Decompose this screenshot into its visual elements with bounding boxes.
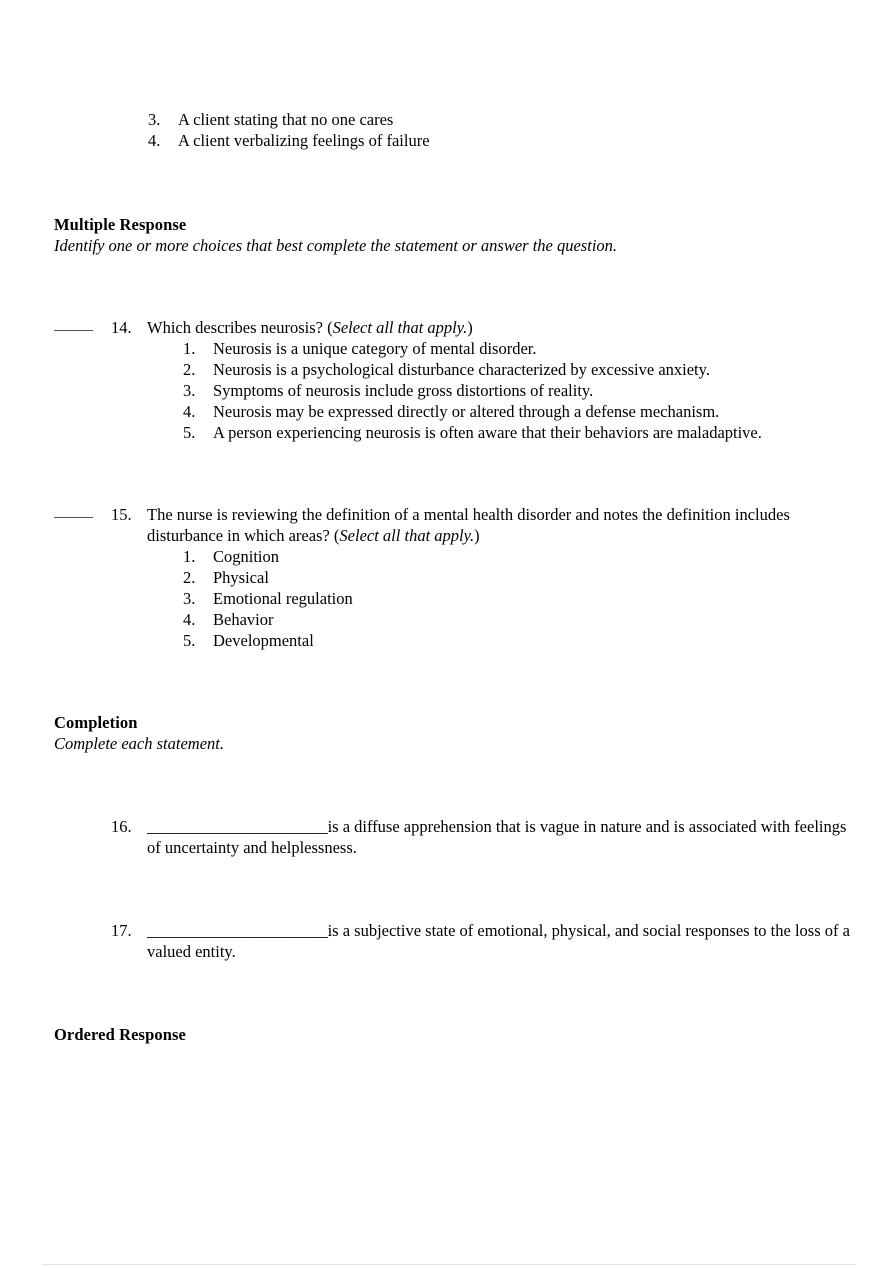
answer-blank-15[interactable]: [54, 504, 111, 518]
section-heading: Completion: [54, 713, 138, 732]
page-separator-rule: [42, 1264, 856, 1265]
question-stem-tail: ): [467, 318, 473, 337]
list-item: [183, 338, 854, 359]
option-number: 4.: [183, 402, 196, 421]
fill-in-blank-16[interactable]: _______________________: [147, 817, 328, 836]
section-ordered-response: [54, 1024, 854, 1045]
question-number: 14.: [111, 318, 132, 337]
answer-blank-rule: [54, 517, 93, 518]
question-stem-text: The nurse is reviewing the definition of a mental health disorder and notes the definition includes disturbance in which areas? (: [147, 505, 794, 545]
section-heading: Ordered Response: [54, 1025, 186, 1044]
option-text: Symptoms of neurosis include gross distortions of reality.: [213, 381, 594, 400]
option-text: Neurosis is a unique category of mental disorder.: [213, 339, 537, 358]
section-multiple-response: [54, 214, 854, 256]
list-item: [183, 422, 854, 443]
option-number: 4.: [183, 610, 196, 629]
completion-item-17: [111, 920, 871, 962]
question-stem: [147, 504, 854, 546]
list-item: [183, 630, 854, 651]
list-item: [183, 546, 854, 567]
option-number: 1.: [183, 547, 196, 566]
option-text: Developmental: [213, 631, 314, 650]
question-stem-tail: ): [474, 526, 480, 545]
option-number: 5.: [183, 423, 196, 442]
option-text: Neurosis is a psychological disturbance characterized by excessive anxiety.: [213, 360, 710, 379]
option-text: Physical: [213, 568, 269, 587]
option-number: 1.: [183, 339, 196, 358]
option-text: Emotional regulation: [213, 589, 353, 608]
question-stem-italic: Select all that apply.: [339, 526, 475, 545]
list-item: [148, 109, 848, 130]
question-15: [54, 504, 854, 651]
option-list: [147, 338, 854, 443]
section-directions: Identify one or more choices that best complete the statement or answer the question.: [54, 236, 618, 255]
option-number: 3.: [148, 110, 161, 129]
option-number: 4.: [148, 131, 161, 150]
option-text: Behavior: [213, 610, 274, 629]
list-item: [183, 401, 854, 422]
item-statement: is a subjective state of emotional, physical, and social responses to the loss of a valued entity.: [147, 921, 855, 961]
option-text: A person experiencing neurosis is often aware that their behaviors are maladaptive.: [213, 423, 762, 442]
item-text: [147, 920, 871, 962]
option-text: A client stating that no one cares: [178, 110, 394, 129]
fill-in-blank-17[interactable]: _______________________: [147, 921, 328, 940]
question-number: 15.: [111, 505, 132, 524]
item-text: [147, 816, 856, 858]
option-text: A client verbalizing feelings of failure: [178, 131, 430, 150]
item-number: 17.: [111, 921, 132, 940]
list-item: [183, 609, 854, 630]
option-text: Cognition: [213, 547, 280, 566]
list-item: [183, 567, 854, 588]
question-stem-italic: Select all that apply.: [332, 318, 468, 337]
option-number: 3.: [183, 381, 196, 400]
option-number: 2.: [183, 360, 196, 379]
section-directions: Complete each statement.: [54, 734, 224, 753]
section-heading: Multiple Response: [54, 215, 187, 234]
option-number: 5.: [183, 631, 196, 650]
list-item: [148, 130, 848, 151]
option-number: 2.: [183, 568, 196, 587]
item-number: 16.: [111, 817, 132, 836]
item-statement: is a diffuse apprehension that is vague in nature and is associated with feelings of uncertainty and helplessness.: [147, 817, 851, 857]
section-completion: [54, 712, 854, 754]
list-item: [183, 359, 854, 380]
option-list: [147, 546, 854, 651]
option-text: Neurosis may be expressed directly or altered through a defense mechanism.: [213, 402, 720, 421]
completion-item-16: [111, 816, 856, 858]
answer-blank-rule: [54, 330, 93, 331]
question-stem: [147, 317, 854, 338]
question-14: [54, 317, 854, 443]
list-item: [183, 380, 854, 401]
question-stem-text: Which describes neurosis? (: [147, 318, 333, 337]
list-item: [183, 588, 854, 609]
option-number: 3.: [183, 589, 196, 608]
continued-options-list: [148, 109, 848, 151]
answer-blank-14[interactable]: [54, 317, 111, 331]
